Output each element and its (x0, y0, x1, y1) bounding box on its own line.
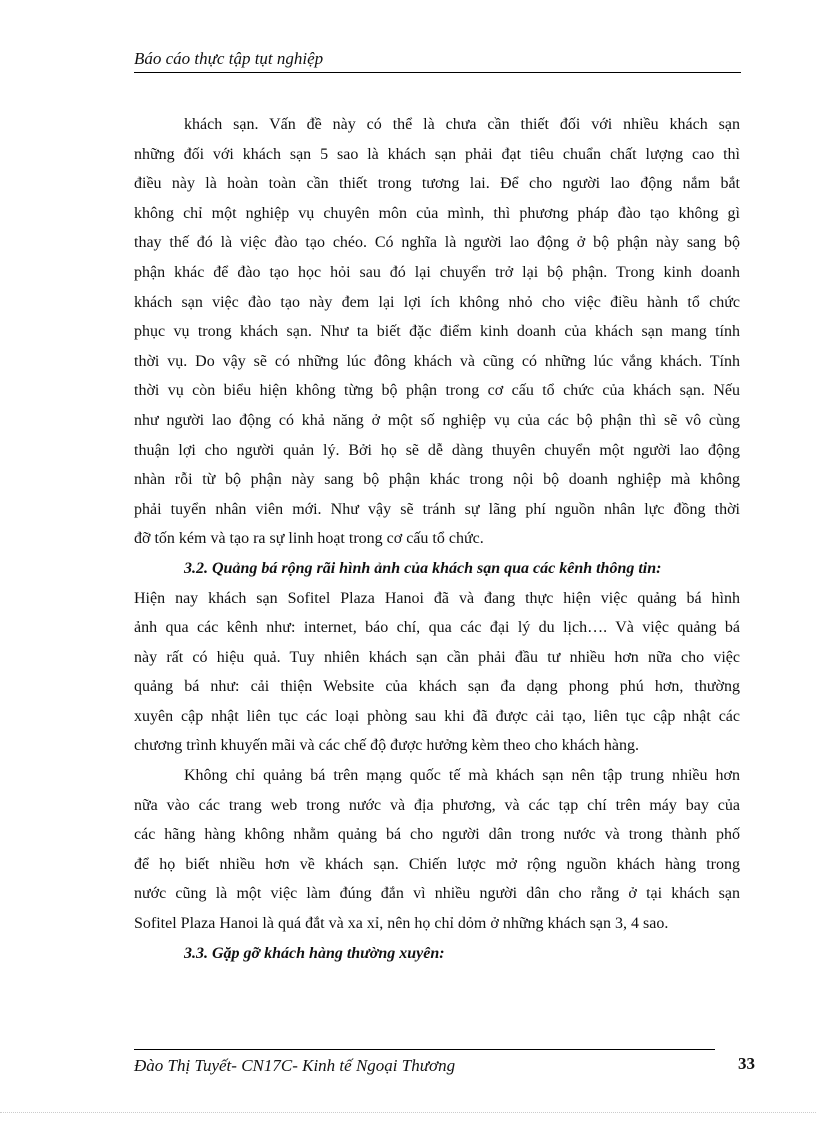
paragraph-line: thuận lợi cho người quản lý. Bởi họ sẽ dễ dàng thuyên chuyển một người lao động (134, 441, 740, 459)
paragraph-line: nhàn rỗi từ bộ phận này sang bộ phận khác trong nội bộ doanh nghiệp mà không (134, 471, 740, 489)
paragraph-line: thời vụ. Do vậy sẽ có những lúc đông khách và cũng có những lúc vắng khách. Tính (134, 352, 740, 370)
paragraph-line: phận khác để đào tạo học hỏi sau đó lại chuyển trở lại bộ phận. Trong kinh doanh (134, 263, 740, 281)
paragraph-line: khách sạn việc đào tạo này đem lại lợi ích không nhỏ cho việc điều hành tổ chức (134, 293, 740, 311)
paragraph-line: Không chỉ quảng bá trên mạng quốc tế mà khách sạn nên tập trung nhiều hơn (184, 767, 740, 785)
paragraph-line: những đối với khách sạn 5 sao là khách sạn phải đạt tiêu chuẩn chất lượng cao thì (134, 145, 740, 163)
paragraph-line: nữa vào các trang web trong nước và địa phương, và các tạp chí trên máy bay của (134, 796, 740, 814)
paragraph-line: thay thế đó là việc đào tạo chéo. Có nghĩa là người lao động ở bộ phận này sang bộ (134, 234, 740, 252)
paragraph-line: chương trình khuyến mãi và các chế độ được hưởng kèm theo cho khách hàng. (134, 737, 640, 755)
paragraph-line: để họ biết nhiều hơn về khách sạn. Chiến lược mở rộng nguồn khách hàng trong (134, 855, 740, 873)
footer-divider (134, 1049, 715, 1050)
paragraph-line: đỡ tốn kém và tạo ra sự linh hoạt trong cơ cấu tổ chức. (134, 530, 484, 548)
footer-author: Đào Thị Tuyết- CN17C- Kinh tế Ngoại Thương (134, 1056, 456, 1075)
body-text (134, 110, 740, 968)
paragraph-line: này rất có hiệu quả. Tuy nhiên khách sạn cần phải đầu tư nhiều hơn nữa cho việc (134, 648, 740, 666)
paragraph-line: các hãng hàng không nhằm quảng bá cho người dân trong nước và trong thành phố (134, 826, 740, 844)
section-heading-3-3: 3.3. Gặp gỡ khách hàng thường xuyên: (184, 944, 445, 962)
paragraph-line: nước cũng là một việc làm đúng đắn vì nhiều người dân cho rằng ở tại khách sạn (134, 885, 740, 903)
paragraph-line: ảnh qua các kênh như: internet, báo chí, qua các đại lý du lịch…. Và việc quảng bá (134, 619, 740, 637)
paragraph-line: thời vụ còn biểu hiện không từng bộ phận trong cơ cấu tổ chức của khách sạn. Nếu (134, 382, 740, 400)
page-edge-divider (0, 1112, 816, 1113)
paragraph-line: khách sạn. Vấn đề này có thể là chưa cần thiết đối với nhiều khách sạn (184, 116, 740, 133)
paragraph-line: quảng bá như: cải thiện Website của khách sạn đa dạng phong phú hơn, thường (134, 678, 740, 696)
paragraph-line: Hiện nay khách sạn Sofitel Plaza Hanoi đã và đang thực hiện việc quảng bá hình (134, 589, 740, 607)
paragraph-line: không chỉ một nghiệp vụ chuyên môn của mình, thì phương pháp đào tạo không gì (134, 204, 740, 222)
paragraph-line: phục vụ trong khách sạn. Như ta biết đặc điểm kinh doanh của khách sạn mang tính (134, 323, 740, 341)
section-heading-3-2: 3.2. Quảng bá rộng rãi hình ảnh của khách sạn qua các kênh thông tin: (184, 559, 662, 577)
paragraph-line: điều này là hoàn toàn cần thiết trong tương lai. Để cho người lao động nắm bắt (134, 175, 740, 193)
page-number: 33 (738, 1054, 755, 1073)
paragraph-line: như người lao động có khả năng ở một số nghiệp vụ của các bộ phận thì sẽ vô cùng (134, 411, 740, 429)
paragraph-line: phải tuyển nhân viên mới. Như vậy sẽ tránh sự lãng phí nguồn nhân lực đồng thời (134, 500, 740, 518)
paragraph-line: Sofitel Plaza Hanoi là quá đắt và xa xỉ, nên họ chỉ dỏm ở những khách sạn 3, 4 sao. (134, 915, 669, 933)
paragraph-line: xuyên cập nhật liên tục các loại phòng sau khi đã được cải tạo, liên tục cập nhật các (134, 707, 740, 725)
header-title: Báo cáo thực tập tụt nghiệp (134, 48, 741, 73)
